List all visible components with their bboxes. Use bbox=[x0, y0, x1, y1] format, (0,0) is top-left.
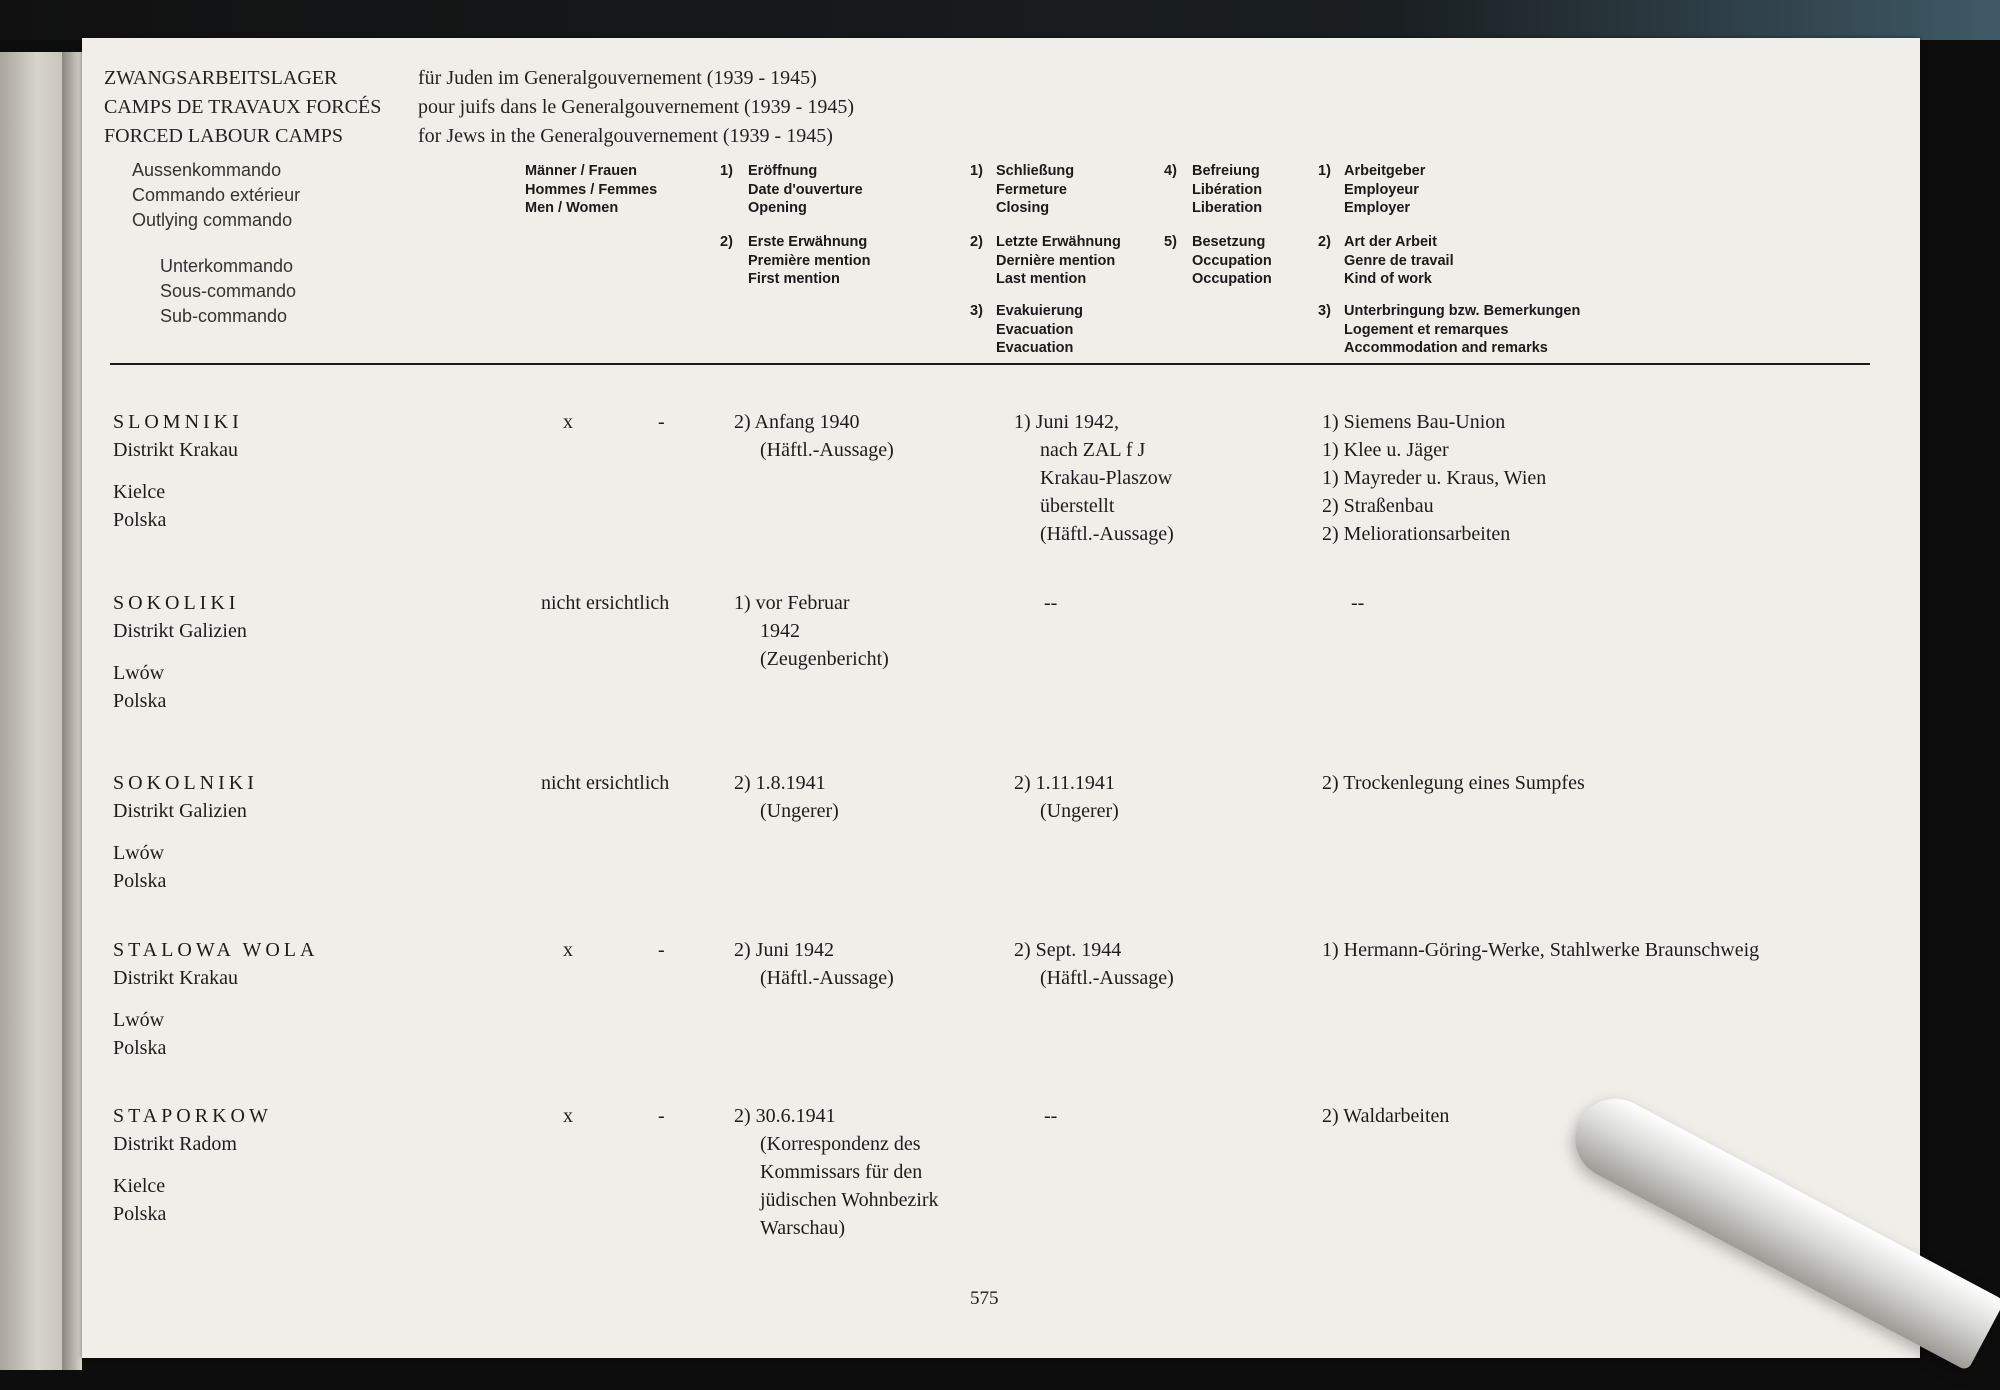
entry-remarks: 1) Hermann-Göring-Werke, Stahlwerke Braunschweig bbox=[1322, 939, 1760, 961]
col-employer-num: 1) bbox=[1318, 163, 1331, 179]
entry-remarks: 2) Trockenlegung eines Sumpfes bbox=[1322, 772, 1585, 794]
col-evacuation-num: 3) bbox=[970, 303, 983, 319]
col-last-mention: Letzte Erwähnung Dernière mention Last mention bbox=[996, 234, 1121, 287]
entry-opening: 2) 30.6.1941 (Korrespondenz des Kommissars für den jüdischen Wohnbezirk Warschau) bbox=[734, 1105, 939, 1239]
entry-opening: 2) 1.8.1941 (Ungerer) bbox=[734, 772, 839, 822]
col-closing: Schließung Fermeture Closing bbox=[996, 163, 1075, 216]
entry-place: Distrikt Radom Kielce Polska bbox=[113, 1133, 237, 1225]
col-remarks-num: 3) bbox=[1318, 303, 1331, 319]
header-title-line: CAMPS DE TRAVAUX FORCÉS bbox=[104, 96, 382, 118]
header-subtitle-line: pour juifs dans le Generalgouvernement (1939 - 1945) bbox=[418, 96, 854, 118]
entry-men: x bbox=[563, 939, 573, 961]
col-evacuation: Evakuierung Evacuation Evacuation bbox=[996, 303, 1084, 356]
entry-women: - bbox=[658, 411, 665, 433]
col-opening: Eröffnung Date d'ouverture Opening bbox=[748, 163, 863, 216]
background-surface bbox=[0, 0, 2000, 40]
col-closing-num: 1) bbox=[970, 163, 983, 179]
header-divider bbox=[110, 363, 1870, 365]
header-title-line: ZWANGSARBEITSLAGER bbox=[104, 67, 338, 89]
book-gutter bbox=[62, 52, 82, 1370]
col-last-mention-num: 2) bbox=[970, 234, 983, 250]
header-title-line: FORCED LABOUR CAMPS bbox=[104, 125, 343, 147]
entry-men-women: nicht ersichtlich bbox=[541, 592, 670, 614]
entry-men-women: nicht ersichtlich bbox=[541, 772, 670, 794]
entry-remarks: -- bbox=[1351, 592, 1365, 614]
entry-name: SOKOLIKI bbox=[113, 592, 240, 614]
entry-place: Distrikt Krakau Lwów Polska bbox=[113, 967, 238, 1059]
entry-closing: 1) Juni 1942, nach ZAL f J Krakau-Plaszow überstellt (Häftl.-Aussage) bbox=[1014, 411, 1174, 545]
entry-women: - bbox=[658, 1105, 665, 1127]
col-work: Art der Arbeit Genre de travail Kind of work bbox=[1344, 234, 1454, 287]
entry-name: SOKOLNIKI bbox=[113, 772, 258, 794]
col-liberation-num: 4) bbox=[1164, 163, 1177, 179]
entry-closing: -- bbox=[1044, 592, 1058, 614]
entry-men: x bbox=[563, 1105, 573, 1127]
entry-place: Distrikt Galizien Lwów Polska bbox=[113, 800, 247, 892]
col-employer: Arbeitgeber Employeur Employer bbox=[1344, 163, 1426, 216]
entry-opening: 2) Juni 1942 (Häftl.-Aussage) bbox=[734, 939, 894, 989]
col-work-num: 2) bbox=[1318, 234, 1331, 250]
header-subtitle-line: für Juden im Generalgouvernement (1939 - 1945) bbox=[418, 67, 817, 89]
header-subtitle-line: for Jews in the Generalgouvernement (1939 - 1945) bbox=[418, 125, 833, 147]
col-men-women: Männer / Frauen Hommes / Femmes Men / Women bbox=[525, 163, 658, 216]
entry-name: STALOWA WOLA bbox=[113, 939, 319, 961]
entry-name: SLOMNIKI bbox=[113, 411, 243, 433]
sub-commando-label: Unterkommando Sous-commando Sub-commando bbox=[160, 256, 297, 326]
page-number: 575 bbox=[970, 1288, 999, 1309]
entry-men: x bbox=[563, 411, 573, 433]
col-occupation: Besetzung Occupation Occupation bbox=[1192, 234, 1272, 287]
col-first-mention: Erste Erwähnung Première mention First mention bbox=[748, 234, 871, 287]
entry-place: Distrikt Galizien Lwów Polska bbox=[113, 620, 247, 712]
entry-opening: 1) vor Februar 1942 (Zeugenbericht) bbox=[734, 592, 889, 670]
entry-closing: 2) Sept. 1944 (Häftl.-Aussage) bbox=[1014, 939, 1174, 989]
col-liberation: Befreiung Libération Liberation bbox=[1192, 163, 1263, 216]
entry-women: - bbox=[658, 939, 665, 961]
entry-remarks: 1) Siemens Bau-Union 1) Klee u. Jäger 1) Mayreder u. Kraus, Wien 2) Straßenbau 2) Meliorationsarbeiten bbox=[1322, 411, 1547, 545]
col-first-mention-num: 2) bbox=[720, 234, 733, 250]
col-occupation-num: 5) bbox=[1164, 234, 1177, 250]
entry-remarks: 2) Waldarbeiten bbox=[1322, 1105, 1450, 1127]
outlying-commando-label: Aussenkommando Commando extérieur Outlying commando bbox=[132, 160, 301, 230]
header-subtitle bbox=[418, 64, 854, 151]
col-remarks: Unterbringung bzw. Bemerkungen Logement et remarques Accommodation and remarks bbox=[1344, 303, 1581, 356]
entry-closing: 2) 1.11.1941 (Ungerer) bbox=[1014, 772, 1119, 822]
entry-name: STAPORKOW bbox=[113, 1105, 272, 1127]
entry-place: Distrikt Krakau Kielce Polska bbox=[113, 439, 238, 531]
entry-opening: 2) Anfang 1940 (Häftl.-Aussage) bbox=[734, 411, 894, 461]
header-title bbox=[104, 64, 381, 151]
col-opening-num: 1) bbox=[720, 163, 733, 179]
left-page-edge bbox=[0, 52, 62, 1370]
entry-closing: -- bbox=[1044, 1105, 1058, 1127]
